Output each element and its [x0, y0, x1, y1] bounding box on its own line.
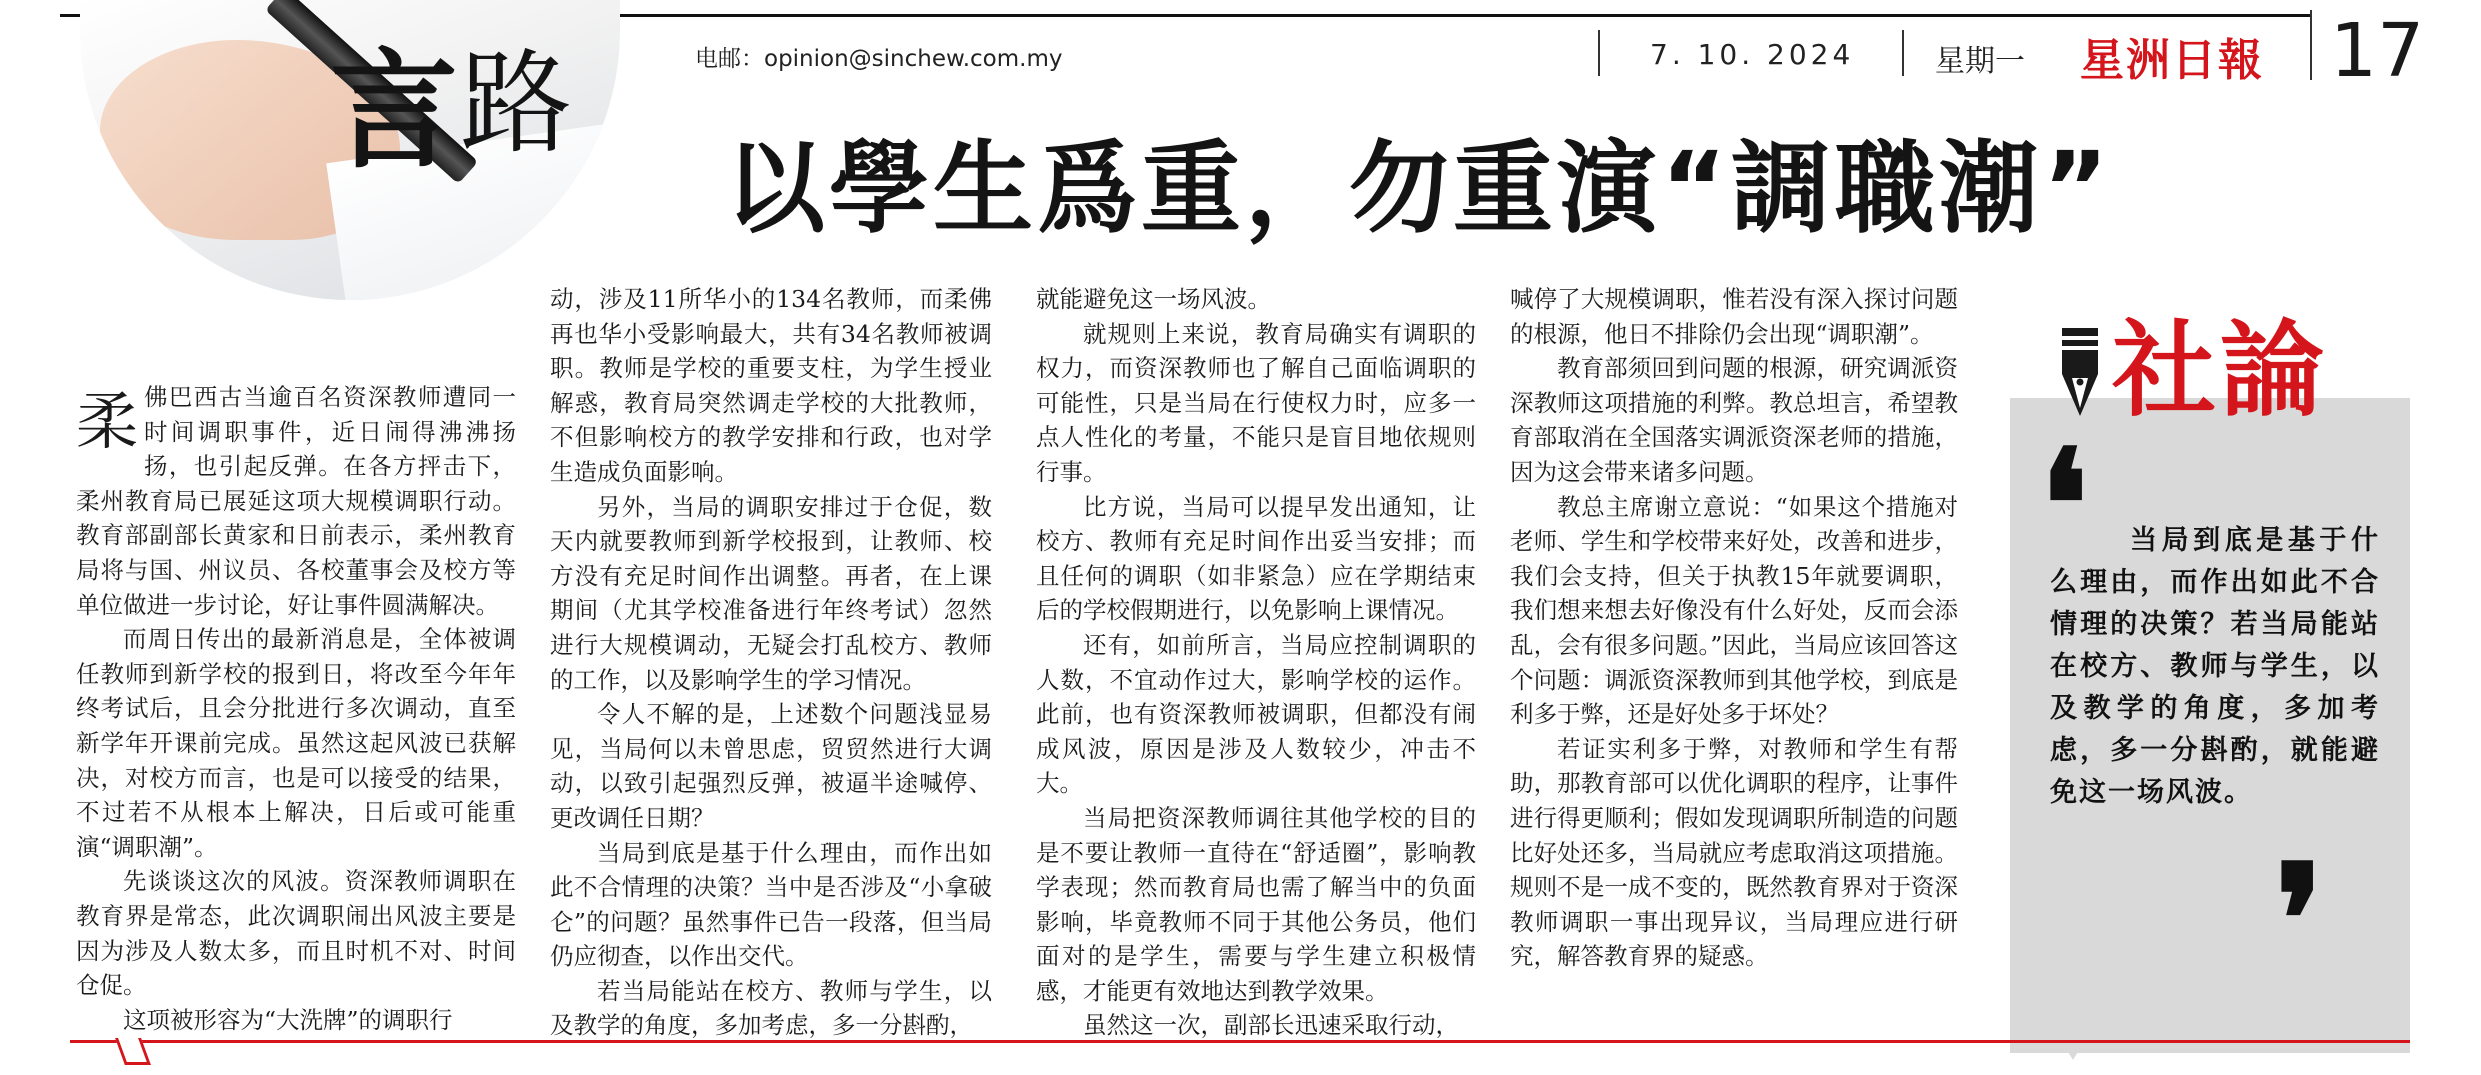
article-column-4: [1510, 282, 1958, 974]
section-label-lu: 路: [460, 39, 572, 169]
bottom-rule: [70, 1040, 2410, 1043]
article-paragraph: 就能避免这一场风波。: [1036, 285, 1271, 313]
article-column-1: [76, 380, 516, 1037]
article-paragraph-text: 佛巴西古当逾百名资深教师遭同一时间调职事件，近日闹得沸沸扬扬，也引起反弹。在各方抨击下，柔州教育局已展延这项大规模调职行动。教育部副部长黄家和日前表示，柔州教育局将与国、州议员、各校董事会及校方等单位做进一步讨论，好让事件圆满解决。: [76, 383, 516, 619]
article-paragraph: 当局到底是基于什么理由，而作出如此不合情理的决策？当中是否涉及“小拿破仑”的问题？虽然事件已告一段落，但当局仍应彻查，以作出交代。: [550, 838, 992, 971]
fountain-pen-icon: [2058, 328, 2102, 418]
article-paragraph: 教总主席谢立意说：“如果这个措施对老师、学生和学校带来好处，改善和进步，我们会支持，但关于执教15年就要调职，我们想来想去好像没有什么好处，反而会添乱，会有很多问题。”因此，当局应该回答这个问题：调派资深教师到其他学校，到底是利多于弊，还是好处多于坏处？: [1510, 492, 1958, 729]
article-paragraph: 还有，如前所言，当局应控制调职的人数，不宜动作过大，影响学校的运作。此前，也有资深教师被调职，但都没有闹成风波，原因是涉及人数较少，冲击不大。: [1036, 630, 1476, 798]
editorial-title: 社論: [2112, 308, 2329, 431]
quote-box-pointer: [2055, 1030, 2091, 1060]
article-paragraph: 喊停了大规模调职，惟若没有深入探讨问题的根源，他日不排除仍会出现“调职潮”。: [1510, 285, 1958, 348]
header-divider: [1598, 30, 1600, 76]
article-paragraph: 比方说，当局可以提早发出通知，让校方、教师有充足时间作出妥当安排；而且任何的调职（如非紧急）应在学期结束后的学校假期进行，以免影响上课情况。: [1036, 492, 1476, 625]
article-paragraph: 当局把资深教师调往其他学校的目的是不要让教师一直待在“舒适圈”，影响教学表现；然而教育局也需了解当中的负面影响，毕竟教师不同于其他公务员，他们面对的是学生，需要与学生建立积极情感，才能更有效地达到教学效果。: [1036, 803, 1476, 1005]
article-column-2: [550, 282, 992, 1043]
header-divider: [1902, 30, 1904, 76]
article-paragraph: 就规则上来说，教育局确实有调职的权力，而资深教师也了解自己面临调职的可能性，只是当局在行使权力时，应多一点人性化的考量，不能只是盲目地依规则行事。: [1036, 319, 1476, 486]
drop-cap: 柔: [76, 385, 139, 458]
article-paragraph: 令人不解的是，上述数个问题浅显易见，当局何以未曾思虑，贸贸然进行大调动，以致引起强烈反弹，被逼半途喊停、更改调任日期？: [550, 700, 992, 832]
issue-date: 7. 10. 2024: [1650, 38, 1855, 71]
article-paragraph: 这项被形容为“大洗牌”的调职行: [123, 1005, 453, 1034]
article-paragraph: 若当局能站在校方、教师与学生，以及教学的角度，多加考虑，多一分斟酌，: [550, 976, 992, 1040]
page-number: 17: [2330, 8, 2425, 94]
article-paragraph: 教育部须回到问题的根源，研究调派资深教师这项措施的利弊。教总坦言，希望教育部取消在全国落实调派资深老师的措施，因为这会带来诸多问题。: [1510, 354, 1958, 486]
article-paragraph: 若证实利多于弊，对教师和学生有帮助，那教育部可以优化调职的程序，让事件进行得更顺利；假如发现调职所制造的问题比好处还多，当局就应考虑取消这项措施。规则不是一成不变的，既然教育界对于资深教师调职一事出现异议，当局理应进行研究，解答教育界的疑惑。: [1510, 734, 1958, 971]
article-paragraph: 虽然这一次，副部长迅速采取行动，: [1083, 1011, 1459, 1040]
header-divider: [2310, 10, 2312, 80]
close-quote-icon: ❜: [2275, 832, 2324, 1008]
headline: 以學生爲重，勿重演“調職潮”: [725, 130, 2113, 247]
section-label-yan: 言: [330, 37, 459, 186]
article-paragraph: 而周日传出的最新消息是，全体被调任教师到新学校的报到日，将改至今年年终考试后，且会分批进行多次调动，直至新学年开课前完成。虽然这起风波已获解决，对校方而言，也是可以接受的结果，不过若不从根本上解决，日后或可能重演“调职潮”。: [76, 625, 516, 861]
weekday: 星期一: [1935, 44, 2025, 79]
article-paragraph: 动，涉及11所华小的134名教师，而柔佛再也华小受影响最大，共有34名教师被调职。教师是学校的重要支柱，为学生授业解惑，教育局突然调走学校的大批教师，不但影响校方的教学安排和行政，也对学生造成负面影响。: [550, 285, 992, 486]
open-quote-icon: ❛: [2040, 417, 2089, 593]
article-paragraph: 先谈谈这次的风波。资深教师调职在教育界是常态，此次调职闹出风波主要是因为涉及人数太多，而且时机不对、时间仓促。: [76, 867, 516, 1000]
newspaper-logo: 星洲日報: [2080, 35, 2264, 86]
article-paragraph: 另外，当局的调职安排过于仓促，数天内就要教师到新学校报到，让教师、校方没有充足时间作出调整。再者，在上课期间（尤其学校准备进行年终考试）忽然进行大规模调动，无疑会打乱校方、教师的工作，以及影响学生的学习情况。: [550, 492, 992, 694]
article-paragraph: [76, 380, 516, 622]
opinion-email: 电邮：opinion@sinchew.com.my: [695, 46, 1063, 72]
pull-quote: 当局到底是基于什么理由，而作出如此不合情理的决策？若当局能站在校方、教师与学生，以及教学的角度，多加考虑，多一分斟酌，就能避免这一场风波。: [2050, 525, 2380, 808]
article-column-3: [1036, 282, 1476, 1043]
